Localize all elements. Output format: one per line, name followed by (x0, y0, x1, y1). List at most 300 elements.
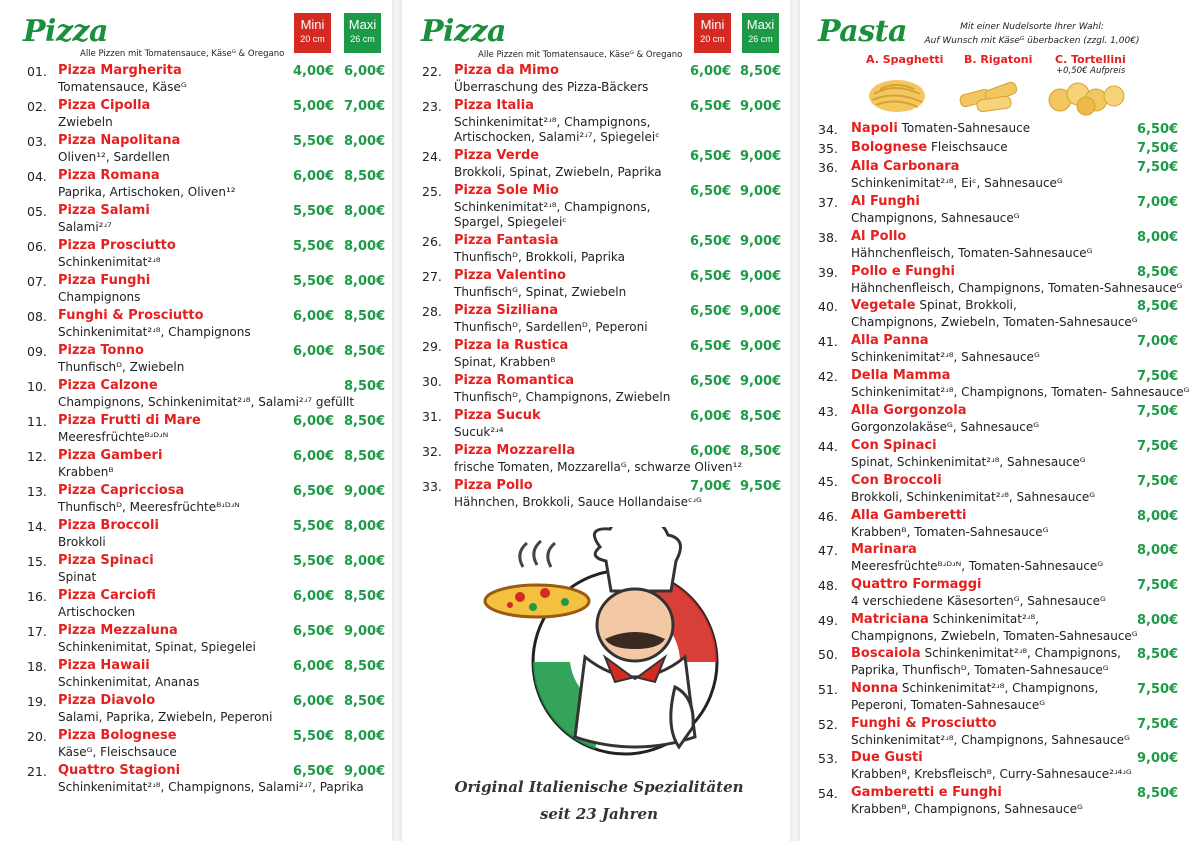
item-number: 34. (818, 122, 838, 137)
menu-item (400, 408, 792, 442)
item-description: Schinkenimitat²ʴ⁸, Eiᶜ, Sahnesauceᴳ (851, 176, 1063, 190)
item-name-text: Quattro Formaggi (851, 577, 982, 592)
price: 7,50€ (1137, 141, 1179, 156)
menu-item (400, 373, 792, 407)
menu-item (800, 159, 1192, 193)
price-maxi: 8,50€ (344, 694, 386, 709)
pasta-type-rigatoni: B. Rigatoni (964, 53, 1033, 66)
item-number: 08. (27, 309, 47, 324)
item-inline-desc: Schinkenimitat²ʴ⁸, (928, 612, 1039, 626)
pasta-column (800, 0, 1200, 841)
price-maxi: 9,00€ (740, 374, 782, 389)
price: 8,50€ (1137, 647, 1179, 662)
price: 6,50€ (1137, 122, 1179, 137)
item-name-text: Gamberetti e Funghi (851, 785, 1002, 800)
size-maxi-box (742, 13, 779, 53)
price-mini: 5,50€ (293, 274, 335, 289)
item-name: Pizza Margherita (58, 63, 182, 78)
item-inline-desc: Schinkenimitat²ʴ⁸, Champignons, (920, 646, 1121, 660)
price-mini: 6,50€ (690, 234, 732, 249)
section-subtitle: Alle Pizzen mit Tomatensauce, Käseᴳ & Oregano (478, 50, 683, 60)
menu-item (0, 168, 393, 202)
item-number: 53. (818, 751, 838, 766)
menu-item (800, 646, 1192, 680)
menu-item (800, 438, 1192, 472)
price: 8,50€ (1137, 299, 1179, 314)
item-number: 36. (818, 160, 838, 175)
item-number: 44. (818, 439, 838, 454)
item-description-cont: Artischocken, Salami²ʴ⁷, Spiegeleiᶜ (454, 130, 660, 144)
menu-item (400, 233, 792, 267)
menu-item (400, 303, 792, 337)
item-name (851, 403, 967, 418)
menu-item (800, 194, 1192, 228)
section-subtitle: Alle Pizzen mit Tomatensauce, Käseᴳ & Oregano (80, 49, 285, 59)
price: 7,50€ (1137, 474, 1179, 489)
item-inline-desc: Schinkenimitat²ʴ⁸, Champignons, (898, 681, 1099, 695)
pasta-type-spaghetti: A. Spaghetti (866, 53, 944, 66)
price: 7,50€ (1137, 439, 1179, 454)
item-description: Brokkoli (58, 535, 106, 549)
item-name (851, 646, 1121, 661)
menu-item (400, 148, 792, 182)
item-name: Pizza Mezzaluna (58, 623, 178, 638)
menu-item (800, 577, 1192, 611)
menu-item (0, 98, 393, 132)
item-name-text: Nonna (851, 681, 899, 696)
rigatoni-image (955, 76, 1030, 116)
menu-item (0, 448, 393, 482)
item-number: 32. (422, 444, 442, 459)
price-mini: 6,50€ (690, 99, 732, 114)
menu-item (0, 203, 393, 237)
item-number: 26. (422, 234, 442, 249)
item-description: Thunfischᴰ, Meeresfrüchteᴮʴᴰʴᴺ (58, 500, 240, 514)
price-mini: 6,00€ (293, 344, 335, 359)
item-name (851, 612, 1039, 627)
price-mini: 6,00€ (690, 409, 732, 424)
price-maxi: 8,00€ (344, 134, 386, 149)
price-mini: 6,00€ (293, 449, 335, 464)
item-number: 03. (27, 134, 47, 149)
price-mini: 6,50€ (690, 374, 732, 389)
item-name-text: Al Pollo (851, 229, 907, 244)
price: 7,50€ (1137, 717, 1179, 732)
price-maxi: 8,00€ (344, 729, 386, 744)
item-number: 37. (818, 195, 838, 210)
item-description: Hähnchenfleisch, Tomaten-Sahnesauceᴳ (851, 246, 1093, 260)
item-number: 15. (27, 554, 47, 569)
size-mini-box (694, 13, 731, 53)
item-description: Schinkenimitat²ʴ⁸, Champignons, Sahnesauceᴳ (851, 733, 1130, 747)
menu-item (0, 238, 393, 272)
item-number: 07. (27, 274, 47, 289)
item-inline-desc: Fleischsauce (927, 140, 1008, 154)
item-number: 41. (818, 334, 838, 349)
section-title: Pizza (421, 14, 506, 49)
item-inline-desc: Spinat, Brokkoli, (915, 298, 1017, 312)
item-name: Pizza Broccoli (58, 518, 159, 533)
item-number: 25. (422, 184, 442, 199)
item-description: Krabbenᴮ (58, 465, 114, 479)
menu-item (800, 403, 1192, 437)
item-name-text: Alla Gorgonzola (851, 403, 967, 418)
menu-item (0, 413, 393, 447)
item-description: Brokkoli, Spinat, Zwiebeln, Paprika (454, 165, 662, 179)
item-name-text: Matriciana (851, 612, 929, 627)
item-description: Salami²ʴ⁷ (58, 220, 112, 234)
item-description: Spinat (58, 570, 97, 584)
item-description: Brokkoli, Schinkenimitat²ʴ⁸, Sahnesauceᴳ (851, 490, 1096, 504)
item-description: Käseᴳ, Fleischsauce (58, 745, 177, 759)
price-maxi: 8,00€ (344, 204, 386, 219)
item-name: Pizza Funghi (58, 273, 151, 288)
price: 7,50€ (1137, 160, 1179, 175)
item-name-text: Marinara (851, 542, 917, 557)
item-name: Pizza Mozzarella (454, 443, 576, 458)
price-maxi: 8,00€ (344, 274, 386, 289)
item-number: 06. (27, 239, 47, 254)
price-maxi: 8,50€ (740, 444, 782, 459)
item-name: Pizza Valentino (454, 268, 566, 283)
item-number: 11. (27, 414, 47, 429)
item-description: Schinkenimitat, Spinat, Spiegelei (58, 640, 256, 654)
price: 7,50€ (1137, 369, 1179, 384)
price-mini: 4,00€ (293, 64, 335, 79)
item-number: 19. (27, 694, 47, 709)
item-description: Schinkenimitat²ʴ⁸ (58, 255, 161, 269)
item-description: Thunfischᴰ, Brokkoli, Paprika (454, 250, 625, 264)
price-maxi: 8,50€ (740, 64, 782, 79)
item-name: Pizza Diavolo (58, 693, 156, 708)
price: 7,00€ (1137, 195, 1179, 210)
menu-item (800, 716, 1192, 750)
price-mini: 6,50€ (690, 269, 732, 284)
menu-item (800, 264, 1192, 298)
menu-item (0, 308, 393, 342)
menu-item (400, 268, 792, 302)
item-description: Thunfischᴰ, Zwiebeln (58, 360, 185, 374)
menu-item (800, 368, 1192, 402)
price: 8,00€ (1137, 543, 1179, 558)
price-maxi: 8,50€ (344, 414, 386, 429)
price: 8,00€ (1137, 613, 1179, 628)
price-maxi: 8,00€ (344, 239, 386, 254)
menu-item (400, 183, 792, 229)
item-description: Peperoni, Tomaten-Sahnesauceᴳ (851, 698, 1046, 712)
item-number: 27. (422, 269, 442, 284)
item-name: Pizza Sucuk (454, 408, 541, 423)
menu-item (800, 298, 1192, 332)
item-number: 13. (27, 484, 47, 499)
item-name: Pizza Frutti di Mare (58, 413, 201, 428)
item-number: 31. (422, 409, 442, 424)
menu-item (0, 483, 393, 517)
price-mini: 5,50€ (293, 134, 335, 149)
size-cm: 26 cm (748, 34, 773, 44)
price-mini: 6,50€ (690, 339, 732, 354)
item-name (851, 264, 955, 279)
item-number: 09. (27, 344, 47, 359)
price-maxi: 8,00€ (344, 554, 386, 569)
item-description: Schinkenimitat²ʴ⁸, Sahnesauceᴳ (851, 350, 1040, 364)
price-maxi: 9,50€ (740, 479, 782, 494)
item-name (851, 785, 1002, 800)
item-name (851, 229, 906, 244)
tagline-years: seit 23 Jahren (539, 805, 658, 823)
item-description: Schinkenimitat²ʴ⁸, Champignons, (454, 115, 651, 129)
item-number: 50. (818, 647, 838, 662)
item-name: Pizza Spinaci (58, 553, 154, 568)
item-name-text: Vegetale (851, 298, 916, 313)
item-description: Schinkenimitat²ʴ⁸, Champignons, Salami²ʴ⁷, Paprika (58, 780, 364, 794)
menu-item (400, 63, 792, 97)
item-description: Überraschung des Pizza-Bäckers (454, 80, 649, 94)
price-mini: 6,00€ (690, 64, 732, 79)
item-description: Krabbenᴮ, Tomaten-Sahnesauceᴳ (851, 525, 1049, 539)
price-mini: 6,00€ (293, 414, 335, 429)
item-name-text: Due Gusti (851, 750, 923, 765)
price-mini: 6,50€ (690, 304, 732, 319)
item-number: 22. (422, 64, 442, 79)
size-mini-box (294, 13, 331, 53)
item-name (851, 542, 917, 557)
menu-item (0, 518, 393, 552)
item-name: Pizza Italia (454, 98, 534, 113)
item-name: Pizza Fantasia (454, 233, 559, 248)
item-description: Sucuk²ʴ⁴ (454, 425, 504, 439)
price-maxi: 8,50€ (344, 449, 386, 464)
item-name-text: Pollo e Funghi (851, 264, 955, 279)
menu-item (800, 508, 1192, 542)
item-description: Schinkenimitat, Ananas (58, 675, 200, 689)
size-label: Mini (300, 17, 325, 32)
item-description: Krabbenᴮ, Champignons, Sahnesauceᴳ (851, 802, 1083, 816)
pasta-header-2: Auf Wunsch mit Käseᴳ überbacken (zzgl. 1,00€) (924, 36, 1140, 46)
item-name (851, 121, 1030, 136)
price-maxi: 9,00€ (740, 99, 782, 114)
item-number: 21. (27, 764, 47, 779)
item-name-text: Alla Gamberetti (851, 508, 967, 523)
item-description: Champignons, Zwiebeln, Tomaten-Sahnesauceᴳ (851, 629, 1138, 643)
item-name (851, 716, 997, 731)
price-mini: 6,00€ (690, 444, 732, 459)
price-maxi: 8,50€ (344, 659, 386, 674)
item-description: frische Tomaten, Mozzarellaᴳ, schwarze Oliven¹² (454, 460, 743, 474)
item-description: Hähnchenfleisch, Champignons, Tomaten-Sahnesauceᴳ (851, 281, 1183, 295)
menu-item (800, 333, 1192, 367)
size-cm: 26 cm (350, 34, 375, 44)
size-cm: 20 cm (700, 34, 725, 44)
menu-item (800, 229, 1192, 263)
menu-item (800, 750, 1192, 784)
chef-illustration (475, 527, 725, 767)
item-number: 39. (818, 265, 838, 280)
item-name (851, 473, 942, 488)
price-maxi: 8,50€ (740, 409, 782, 424)
item-number: 23. (422, 99, 442, 114)
item-name-text: Con Broccoli (851, 473, 942, 488)
item-name-text: Alla Panna (851, 333, 929, 348)
item-name (851, 681, 1098, 696)
size-maxi-box (344, 13, 381, 53)
pizza-column-1 (0, 0, 393, 841)
menu-item (400, 443, 792, 477)
item-number: 12. (27, 449, 47, 464)
item-description: Champignons, Sahnesauceᴳ (851, 211, 1020, 225)
menu-item (800, 612, 1192, 646)
item-description: 4 verschiedene Käsesortenᴳ, Sahnesauceᴳ (851, 594, 1106, 608)
item-name: Pizza Napolitana (58, 133, 181, 148)
item-description: Oliven¹², Sardellen (58, 150, 170, 164)
price-maxi: 9,00€ (740, 269, 782, 284)
item-name: Pizza Hawaii (58, 658, 150, 673)
menu-item (0, 63, 393, 97)
item-name: Pizza Siziliana (454, 303, 558, 318)
pizza-column-2 (400, 0, 792, 841)
price-mini: 6,00€ (293, 659, 335, 674)
item-name-text: Funghi & Prosciutto (851, 716, 997, 731)
item-number: 38. (818, 230, 838, 245)
price-mini: 6,00€ (293, 694, 335, 709)
section-title: Pizza (23, 14, 108, 49)
price-maxi: 9,00€ (344, 764, 386, 779)
size-label: Mini (700, 17, 725, 32)
item-name (851, 438, 937, 453)
item-name (851, 368, 950, 383)
item-name-text: Alla Carbonara (851, 159, 960, 174)
item-description: Schinkenimitat²ʴ⁸, Champignons (58, 325, 251, 339)
item-number: 47. (818, 543, 838, 558)
item-name: Pizza Carciofi (58, 588, 156, 603)
item-name: Pizza Bolognese (58, 728, 177, 743)
price-mini: 6,50€ (690, 184, 732, 199)
item-name-text: Della Mamma (851, 368, 951, 383)
tagline: Original Italienische Spezialitäten (454, 778, 744, 796)
spaghetti-image (862, 72, 932, 117)
item-number: 10. (27, 379, 47, 394)
price-mini: 5,50€ (293, 729, 335, 744)
tortellini-image (1042, 76, 1132, 116)
section-title: Pasta (818, 14, 907, 49)
item-number: 52. (818, 717, 838, 732)
price-mini: 5,50€ (293, 204, 335, 219)
item-description-cont: Spargel, Spiegeleiᶜ (454, 215, 567, 229)
menu-item (800, 785, 1192, 819)
item-number: 28. (422, 304, 442, 319)
menu-item (0, 588, 393, 622)
price-mini: 5,50€ (293, 554, 335, 569)
item-description: Gorgonzolakäseᴳ, Sahnesauceᴳ (851, 420, 1040, 434)
item-number: 45. (818, 474, 838, 489)
price-mini: 5,00€ (293, 99, 335, 114)
menu-item (800, 681, 1192, 715)
price: 7,50€ (1137, 404, 1179, 419)
item-name-text: Boscaiola (851, 646, 921, 661)
size-label: Maxi (348, 17, 377, 32)
item-description: Hähnchen, Brokkoli, Sauce Hollandaiseᶜʴᴳ (454, 495, 702, 509)
item-number: 49. (818, 613, 838, 628)
price-mini: 6,00€ (293, 309, 335, 324)
pasta-type-tortellini: C. Tortellini (1055, 53, 1126, 66)
menu-item (0, 658, 393, 692)
item-name: Pizza Cipolla (58, 98, 151, 113)
item-description: Paprika, Thunfischᴰ, Tomaten-Sahnesauceᴳ (851, 663, 1109, 677)
item-name: Pizza la Rustica (454, 338, 569, 353)
price-maxi: 9,00€ (740, 234, 782, 249)
price-mini: 6,50€ (293, 624, 335, 639)
menu-item (400, 98, 792, 144)
menu-item (0, 693, 393, 727)
price-maxi: 9,00€ (740, 184, 782, 199)
item-name: Pizza Pollo (454, 478, 533, 493)
pasta-header-1: Mit einer Nudelsorte Ihrer Wahl: (960, 22, 1104, 32)
price-mini: 6,00€ (293, 169, 335, 184)
item-description: Champignons (58, 290, 141, 304)
item-name: Pizza Romantica (454, 373, 575, 388)
item-inline-desc: Tomaten-Sahnesauce (897, 121, 1031, 135)
item-description: Thunfischᴳ, Spinat, Zwiebeln (454, 285, 627, 299)
item-name (851, 333, 929, 348)
menu-item (0, 623, 393, 657)
price: 8,00€ (1137, 230, 1179, 245)
item-description: Schinkenimitat²ʴ⁸, Champignons, (454, 200, 651, 214)
item-description: Thunfischᴰ, Sardellenᴰ, Peperoni (454, 320, 648, 334)
item-description: Schinkenimitat²ʴ⁸, Champignons, Tomaten- Sahnesauceᴳ (851, 385, 1190, 399)
item-name (851, 577, 981, 592)
item-description: Zwiebeln (58, 115, 113, 129)
price: 7,50€ (1137, 578, 1179, 593)
menu-item (400, 478, 792, 512)
price-maxi: 8,50€ (344, 589, 386, 604)
item-name: Pizza Calzone (58, 378, 158, 393)
item-description: Tomatensauce, Käseᴳ (58, 80, 187, 94)
item-description: Spinat, Schinkenimitat²ʴ⁸, Sahnesauceᴳ (851, 455, 1086, 469)
menu-item (0, 763, 393, 797)
item-number: 14. (27, 519, 47, 534)
item-number: 05. (27, 204, 47, 219)
item-name-text: Al Funghi (851, 194, 920, 209)
menu-item (400, 338, 792, 372)
item-number: 51. (818, 682, 838, 697)
item-number: 01. (27, 64, 47, 79)
tortellini-surcharge: +0,50€ Aufpreis (1056, 66, 1126, 76)
item-number: 35. (818, 141, 838, 156)
price-maxi: 9,00€ (344, 624, 386, 639)
item-description: Thunfischᴰ, Champignons, Zwiebeln (454, 390, 671, 404)
item-name: Pizza Sole Mio (454, 183, 559, 198)
size-label: Maxi (746, 17, 775, 32)
price-maxi: 9,00€ (740, 149, 782, 164)
item-name: Pizza da Mimo (454, 63, 559, 78)
menu-item (800, 473, 1192, 507)
item-name-text: Con Spinaci (851, 438, 937, 453)
item-number: 46. (818, 509, 838, 524)
price-mini: 6,00€ (293, 589, 335, 604)
price-mini: 5,50€ (293, 239, 335, 254)
item-number: 33. (422, 479, 442, 494)
item-name: Pizza Salami (58, 203, 150, 218)
price-maxi: 8,50€ (344, 379, 386, 394)
item-description: Champignons, Zwiebeln, Tomaten-Sahnesauceᴳ (851, 315, 1138, 329)
item-description: Spinat, Krabbenᴮ (454, 355, 556, 369)
item-name: Funghi & Prosciutto (58, 308, 204, 323)
item-number: 54. (818, 786, 838, 801)
item-name-text: Bolognese (851, 140, 928, 155)
price: 8,00€ (1137, 509, 1179, 524)
item-description: Champignons, Schinkenimitat²ʴ⁸, Salami²ʴ⁷ gefüllt (58, 395, 355, 409)
price: 7,50€ (1137, 682, 1179, 697)
